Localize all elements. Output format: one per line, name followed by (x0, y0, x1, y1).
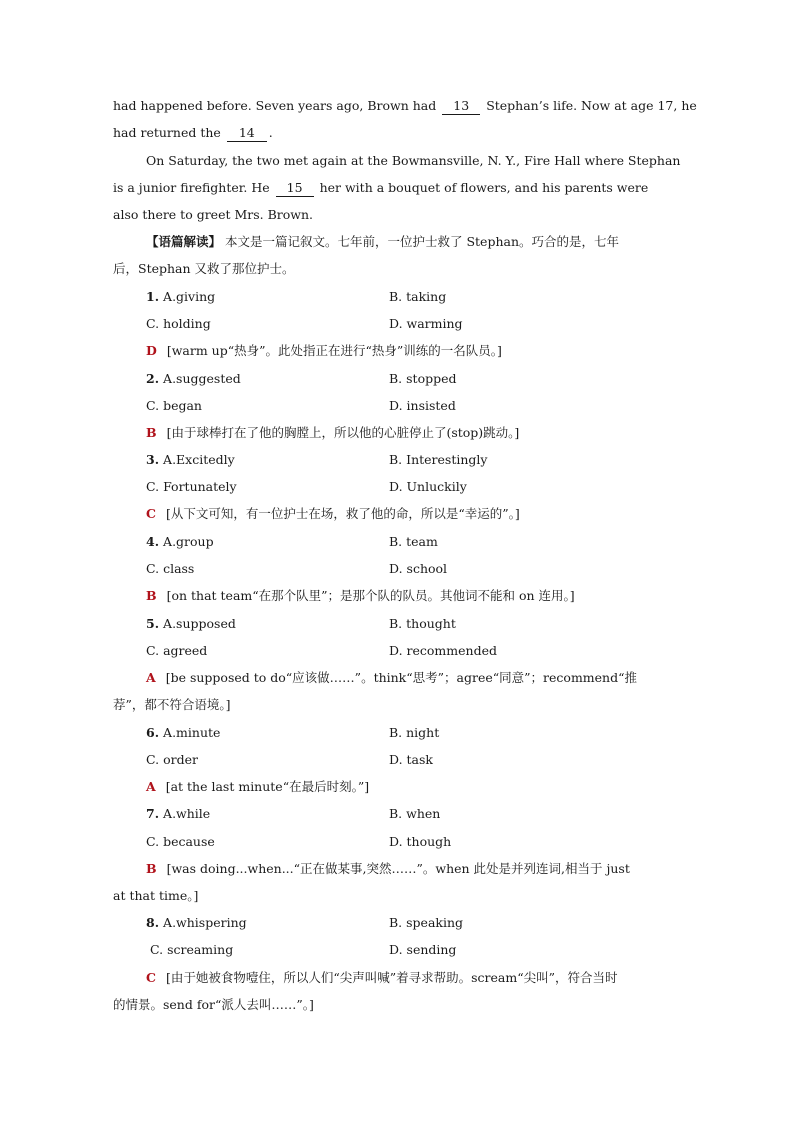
option-b: B. taking (389, 289, 447, 304)
answer-letter: C (146, 506, 156, 521)
option-c: C. order (146, 752, 198, 767)
option-d: D. Unluckily (389, 479, 467, 494)
summary-tag: 【语篇解读】 (146, 234, 222, 249)
option-c: C. because (146, 834, 215, 849)
question-number: 2. (146, 371, 160, 386)
option-d: D. sending (389, 942, 457, 957)
option-c: C. holding (146, 316, 211, 331)
question-number: 3. (146, 452, 160, 467)
explanation: [on that team“在那个队里”；是那个队的队员。其他词不能和 on 连用。] (166, 588, 575, 603)
explanation: [由于她被食物噎住，所以人们“尖声叫喊”着寻求帮助。scream“尖叫”，符合当时 (165, 970, 618, 985)
option-c: C. class (146, 561, 195, 576)
passage-text: Stephan’s life. Now at age 17, he (482, 98, 697, 113)
passage-line (113, 125, 273, 142)
explanation: [at the last minute“在最后时刻。”] (165, 779, 370, 794)
option-b: B. thought (389, 616, 456, 631)
passage-text: is a junior firefighter. He (113, 180, 274, 195)
option-d: D. recommended (389, 643, 497, 658)
explanation: [从下文可知，有一位护士在场，救了他的命，所以是“幸运的”。] (165, 506, 520, 521)
option-a: A.whispering (163, 915, 247, 930)
option-d: D. insisted (389, 398, 456, 413)
option-b: B. when (389, 806, 441, 821)
question-number: 6. (146, 725, 160, 740)
passage-text: her with a bouquet of flowers, and his parents were (315, 180, 649, 195)
explanation-cont: 的情景。send for“派人去叫……”。] (113, 997, 314, 1012)
passage-text: had happened before. Seven years ago, Brown had (113, 98, 441, 113)
blank-15: 15 (276, 180, 314, 197)
question-number: 5. (146, 616, 160, 631)
option-a: A.minute (163, 725, 221, 740)
blank-13: 13 (442, 98, 480, 115)
option-c: C. agreed (146, 643, 208, 658)
answer-letter: A (146, 670, 156, 685)
option-d: D. task (389, 752, 433, 767)
summary-text: 本文是一篇记叙文。七年前，一位护士救了 Stephan。巧合的是，七年 (225, 234, 620, 249)
answer-letter: B (146, 425, 157, 440)
option-c: C. Fortunately (146, 479, 237, 494)
answer-letter: B (146, 861, 157, 876)
answer-letter: A (146, 779, 156, 794)
summary-line (146, 234, 619, 250)
explanation-cont: 荐”，都不符合语境。] (113, 697, 231, 712)
option-d: D. though (389, 834, 452, 849)
option-b: B. Interestingly (389, 452, 488, 467)
option-a: A.giving (163, 289, 216, 304)
answer-letter: C (146, 970, 156, 985)
passage-line: On Saturday, the two met again at the Bowmansville, N. Y., Fire Hall where Stephan (146, 153, 681, 168)
option-b: B. night (389, 725, 440, 740)
question-number: 1. (146, 289, 160, 304)
summary-line: 后，Stephan 又救了那位护士。 (113, 261, 295, 276)
passage-line (113, 180, 648, 197)
explanation: [was doing...when...“正在做某事,突然……”。when 此处是并列连词,相当于 just (166, 861, 630, 876)
option-a: A.supposed (163, 616, 236, 631)
option-a: A.Excitedly (163, 452, 235, 467)
option-b: B. team (389, 534, 438, 549)
passage-text: had returned the (113, 125, 225, 140)
option-a: A.while (163, 806, 211, 821)
question-number: 7. (146, 806, 160, 821)
explanation: [be supposed to do“应该做……”。think“思考”；agree“同意”；recommend“推 (165, 670, 637, 685)
passage-line: also there to greet Mrs. Brown. (113, 207, 314, 222)
option-c: C. screaming (150, 942, 234, 957)
answer-letter: B (146, 588, 157, 603)
explanation: [warm up“热身”。此处指正在进行“热身”训练的一名队员。] (166, 343, 502, 358)
option-d: D. school (389, 561, 448, 576)
passage-text: . (268, 125, 273, 140)
answer-letter: D (146, 343, 157, 358)
passage-line (113, 98, 697, 115)
option-d: D. warming (389, 316, 463, 331)
option-b: B. stopped (389, 371, 457, 386)
option-b: B. speaking (389, 915, 464, 930)
option-a: A.group (163, 534, 214, 549)
option-c: C. began (146, 398, 202, 413)
question-number: 8. (146, 915, 160, 930)
explanation-cont: at that time。] (113, 888, 199, 903)
option-a: A.suggested (163, 371, 241, 386)
explanation: [由于球棒打在了他的胸膛上，所以他的心脏停止了(stop)跳动。] (166, 425, 520, 440)
question-number: 4. (146, 534, 160, 549)
blank-14: 14 (227, 125, 267, 142)
